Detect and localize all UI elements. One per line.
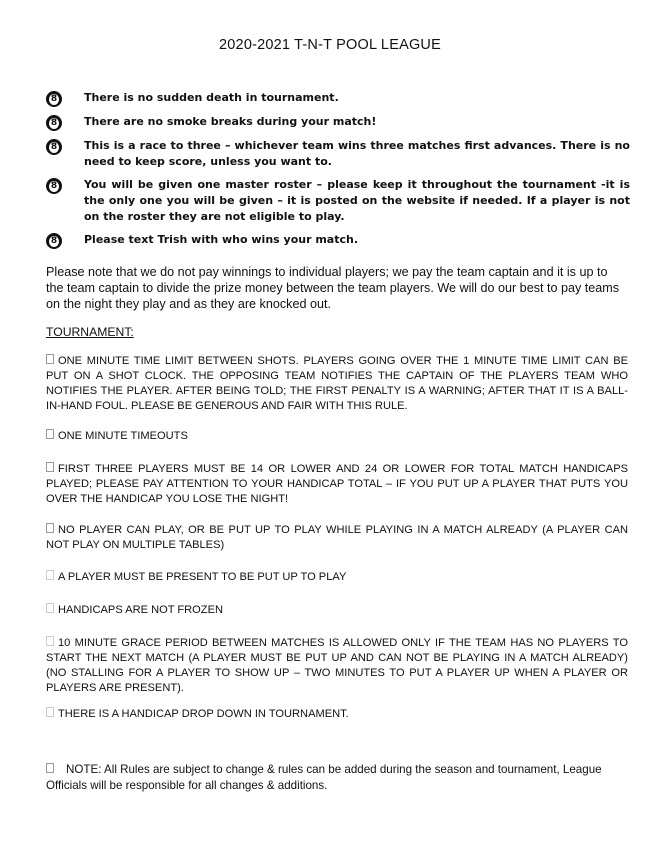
rule-item	[46, 429, 628, 444]
rule-item	[46, 570, 628, 585]
bullet-text: There is no sudden death in tournament.	[84, 91, 339, 104]
checkbox-icon	[46, 523, 54, 533]
bullet-list	[46, 90, 630, 256]
list-item	[46, 114, 630, 131]
eight-ball-icon	[46, 178, 62, 194]
checkbox-icon	[46, 570, 54, 580]
rule-item	[46, 462, 628, 507]
eight-ball-icon	[46, 91, 62, 107]
rule-text: FIRST THREE PLAYERS MUST BE 14 OR LOWER AND 24 OR LOWER FOR TOTAL MATCH HANDICAPS PLAYED; PLEASE PAY ATTENTION TO YOUR HANDICAP TOTAL – IF YOU PUT UP A PLAYER THAT PUTS YOU OVER THE HANDICAP YOU LOSE THE NIGHT!	[46, 463, 628, 505]
rule-text: HANDICAPS ARE NOT FROZEN	[58, 604, 223, 616]
checkbox-icon	[46, 429, 54, 439]
checkbox-icon	[46, 354, 54, 364]
rule-text: 10 MINUTE GRACE PERIOD BETWEEN MATCHES IS ALLOWED ONLY IF THE TEAM HAS NO PLAYERS TO START THE NEXT MATCH (A PLAYER MUST BE PUT UP AND CAN NOT BE PLAYING IN A MATCH ALREADY) (NO STALLING FOR A PLAYER TO SHOW UP – TWO MINUTES TO PUT A PLAYER UP WHEN A PLAYER OR PLAYERS ARE PRESENT).	[46, 637, 628, 694]
payment-note: Please note that we do not pay winnings to individual players; we pay the team captain and it is up to the team captain to divide the prize money between the team players. We will do our best to pay teams on the night they play and as they are knocked out.	[46, 265, 620, 311]
list-item	[46, 138, 630, 170]
rule-text: A PLAYER MUST BE PRESENT TO BE PUT UP TO PLAY	[58, 571, 347, 583]
rule-text: ONE MINUTE TIME LIMIT BETWEEN SHOTS. PLAYERS GOING OVER THE 1 MINUTE TIME LIMIT CAN BE PUT ON A SHOT CLOCK. THE OPPOSING TEAM NOTIFIES THE CAPTAIN OF THE PLAYERS TEAM WHO NOTIFIES THE PLAYER. AFTER BEING TOLD; THE FIRST PENALTY IS A WARNING; AFTER THAT IT IS A BALL-IN-HAND FOUL. PLEASE BE GENEROUS AND FAIR WITH THIS RULE.	[46, 355, 628, 412]
checkbox-icon	[46, 636, 54, 646]
checkbox-icon	[46, 462, 54, 472]
bullet-text: Please text Trish with who wins your match.	[84, 233, 359, 246]
tournament-heading: TOURNAMENT:	[46, 325, 134, 339]
rule-text: ONE MINUTE TIMEOUTS	[58, 430, 188, 442]
rule-text: NO PLAYER CAN PLAY, OR BE PUT UP TO PLAY WHILE PLAYING IN A MATCH ALREADY (A PLAYER CAN NOT PLAY ON MULTIPLE TABLES)	[46, 524, 628, 551]
rule-text: THERE IS A HANDICAP DROP DOWN IN TOURNAMENT.	[58, 708, 349, 720]
final-note-text: NOTE: All Rules are subject to change & rules can be added during the season and tournament, League Officials will be responsible for all changes & additions.	[46, 763, 602, 792]
list-item	[46, 90, 630, 107]
page-title: 2020-2021 T-N-T POOL LEAGUE	[219, 37, 441, 53]
bullet-text: This is a race to three – whichever team wins three matches first advances. There is no need to keep score, unless you want to.	[84, 139, 630, 168]
checkbox-icon	[46, 763, 54, 773]
list-item	[46, 177, 630, 225]
rule-item	[46, 636, 628, 696]
rule-item	[46, 603, 628, 618]
eight-ball-icon	[46, 115, 62, 131]
bullet-text: There are no smoke breaks during your match!	[84, 115, 377, 128]
eight-ball-icon	[46, 233, 62, 249]
checkbox-icon	[46, 603, 54, 613]
rule-item	[46, 523, 628, 553]
bullet-text: You will be given one master roster – please keep it throughout the tournament -it is the only one you will be given – it is posted on the website if needed. If a player is not on the roster they are not eligible to play.	[84, 178, 630, 223]
rule-item	[46, 354, 628, 414]
checkbox-icon	[46, 707, 54, 717]
rule-item	[46, 707, 628, 722]
eight-ball-icon	[46, 139, 62, 155]
list-item	[46, 232, 630, 249]
final-note	[46, 762, 628, 793]
